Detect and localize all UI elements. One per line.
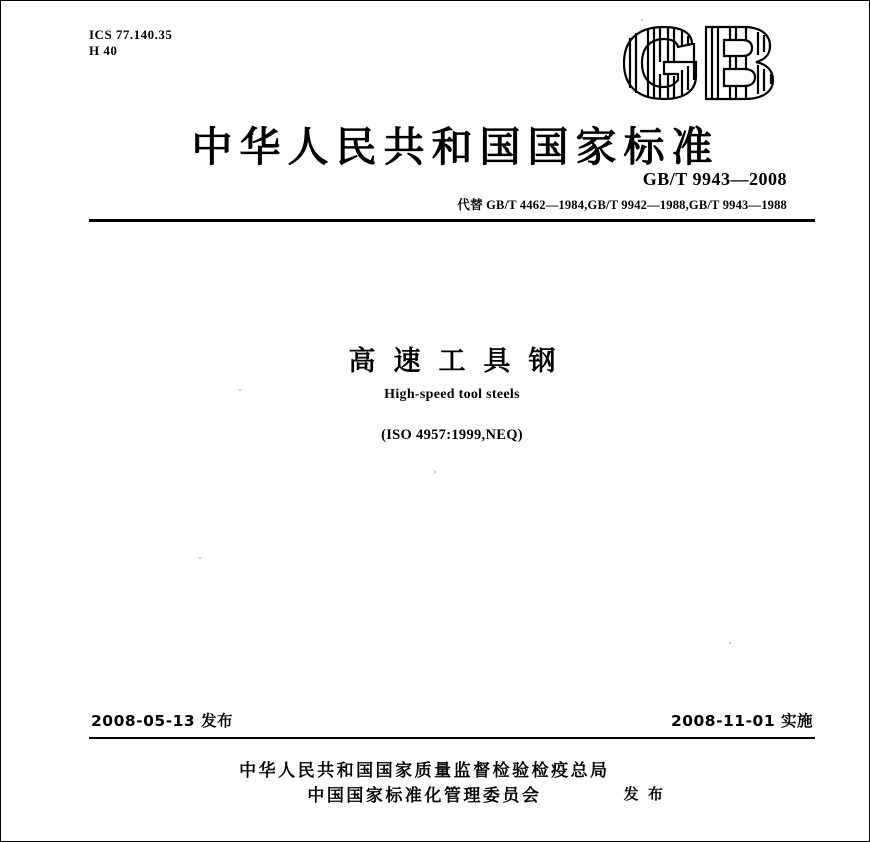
document-title-cn: 高速工具钢 (348, 346, 574, 377)
gb-logo (614, 24, 789, 102)
issuing-authority (89, 759, 815, 809)
standard-number: GB/T 9943—2008 (642, 169, 787, 189)
class-code: H 40 (89, 43, 118, 58)
speck-mark (434, 471, 436, 473)
ics-block (89, 27, 172, 58)
issue-date: 2008-05-13 发布 (91, 712, 234, 730)
effective-date: 2008-11-01 实施 (670, 712, 813, 730)
ics-code: ICS 77.140.35 (89, 27, 173, 42)
page-content (89, 19, 815, 819)
issuer-line-2: 中国国家标准化管理委员会 (307, 786, 542, 806)
iso-reference: (ISO 4957:1999,NEQ) (381, 427, 523, 443)
header-divider (89, 219, 815, 222)
speck-mark (641, 19, 643, 21)
speck-mark (199, 557, 201, 559)
speck-mark (239, 389, 241, 391)
footer-divider (89, 737, 815, 739)
replaced-standards: 代替 GB/T 4462—1984,GB/T 9942—1988,GB/T 9943—1988 (457, 198, 787, 212)
publish-label: 发 布 (623, 785, 665, 803)
speck-mark (729, 642, 731, 644)
document-title-en: High-speed tool steels (384, 387, 520, 402)
national-standard-title: 中华人民共和国国家标准 (191, 123, 720, 171)
issuer-line-1: 中华人民共和国国家质量监督检验检疫总局 (239, 761, 610, 781)
